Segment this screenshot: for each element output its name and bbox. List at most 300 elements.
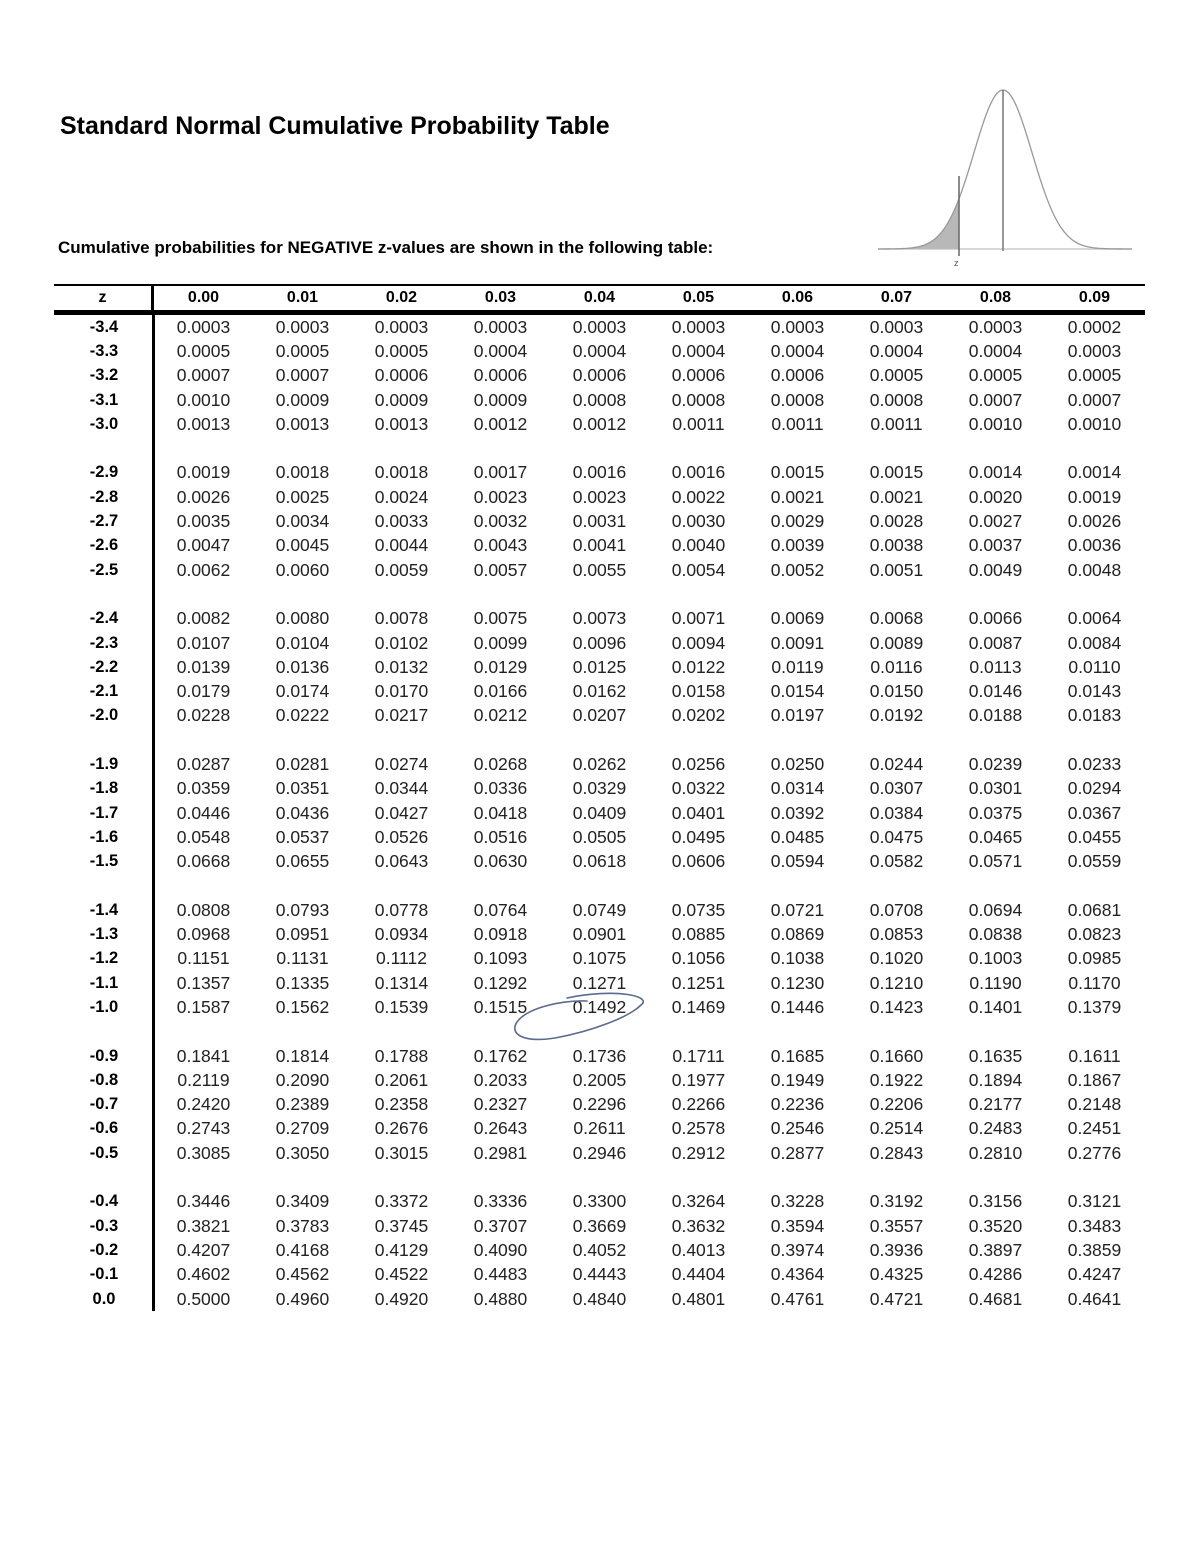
probability-cell: 0.0004 <box>869 340 924 361</box>
table-row <box>54 1214 1145 1238</box>
probability-cell: 0.2514 <box>869 1118 924 1139</box>
group-spacer <box>54 728 1145 752</box>
probability-cell: 0.0036 <box>1067 535 1122 556</box>
table-row <box>54 534 1145 558</box>
probability-cell: 0.0062 <box>176 559 231 580</box>
table-row <box>54 1093 1145 1117</box>
probability-cell: 0.2578 <box>671 1118 726 1139</box>
table-row <box>54 825 1145 849</box>
table-row <box>54 850 1145 874</box>
probability-cell: 0.0162 <box>572 681 627 702</box>
probability-cell: 0.0052 <box>770 559 825 580</box>
probability-cell: 0.0885 <box>671 924 726 945</box>
probability-cell: 0.2420 <box>176 1094 231 1115</box>
column-header: 0.02 <box>385 289 418 306</box>
probability-cell: 0.2119 <box>177 1069 230 1090</box>
probability-cell: 0.1660 <box>869 1045 924 1066</box>
table-row <box>54 922 1145 946</box>
table-row <box>54 655 1145 679</box>
probability-cell: 0.0495 <box>671 826 726 847</box>
probability-cell: 0.0367 <box>1067 802 1122 823</box>
probability-cell: 0.0392 <box>770 802 825 823</box>
probability-cell: 0.1210 <box>869 972 924 993</box>
probability-cell: 0.0139 <box>176 656 231 677</box>
probability-cell: 0.0021 <box>770 486 825 507</box>
probability-cell: 0.0968 <box>176 924 231 945</box>
z-value-cell: -1.6 <box>89 827 119 846</box>
probability-cell: 0.0007 <box>176 365 231 386</box>
probability-cell: 0.0008 <box>572 389 627 410</box>
probability-cell: 0.0071 <box>671 608 726 629</box>
probability-cell: 0.0060 <box>275 559 330 580</box>
probability-cell: 0.4325 <box>869 1264 924 1285</box>
z-value-cell: -0.5 <box>89 1143 119 1162</box>
probability-cell: 0.1562 <box>275 996 330 1017</box>
probability-cell: 0.0853 <box>869 924 924 945</box>
probability-cell: 0.0375 <box>968 802 1023 823</box>
probability-cell: 0.0571 <box>968 851 1023 872</box>
probability-cell: 0.0027 <box>968 511 1023 532</box>
z-table <box>54 284 1145 1311</box>
probability-cell: 0.0009 <box>374 389 429 410</box>
probability-cell: 0.3594 <box>770 1215 825 1236</box>
normal-curve <box>878 90 1132 249</box>
probability-cell: 0.0013 <box>275 413 330 434</box>
probability-cell: 0.0003 <box>176 316 231 337</box>
probability-cell: 0.1271 <box>572 972 627 993</box>
probability-cell: 0.0344 <box>374 778 429 799</box>
probability-cell: 0.0003 <box>770 316 825 337</box>
z-value-cell: -2.7 <box>89 512 119 531</box>
probability-cell: 0.0516 <box>473 826 528 847</box>
probability-cell: 0.0427 <box>374 802 429 823</box>
probability-cell: 0.2643 <box>473 1118 528 1139</box>
probability-cell: 0.1190 <box>969 972 1022 993</box>
probability-cell: 0.0314 <box>770 778 825 799</box>
probability-cell: 0.0158 <box>671 681 726 702</box>
probability-cell: 0.1075 <box>572 948 627 969</box>
table-row <box>54 679 1145 703</box>
probability-cell: 0.0951 <box>275 924 330 945</box>
probability-cell: 0.0668 <box>176 851 231 872</box>
probability-cell: 0.1357 <box>176 972 231 993</box>
table-row <box>54 364 1145 388</box>
probability-cell: 0.3336 <box>473 1191 528 1212</box>
probability-cell: 0.0294 <box>1067 778 1122 799</box>
probability-cell: 0.0004 <box>572 340 627 361</box>
probability-cell: 0.4880 <box>473 1288 528 1309</box>
probability-cell: 0.0005 <box>968 365 1023 386</box>
probability-cell: 0.0262 <box>572 753 627 774</box>
column-header: 0.00 <box>187 289 220 306</box>
z-value-cell: -1.9 <box>89 754 119 773</box>
probability-cell: 0.0016 <box>572 462 627 483</box>
z-value-cell: -2.8 <box>89 487 119 506</box>
probability-cell: 0.3264 <box>671 1191 726 1212</box>
probability-cell: 0.0004 <box>968 340 1023 361</box>
probability-cell: 0.4443 <box>572 1264 627 1285</box>
probability-cell: 0.0087 <box>968 632 1023 653</box>
probability-cell: 0.0154 <box>770 681 825 702</box>
probability-cell: 0.4013 <box>671 1239 726 1260</box>
probability-cell: 0.0004 <box>473 340 528 361</box>
table-row <box>54 1044 1145 1068</box>
probability-cell: 0.0005 <box>1067 365 1122 386</box>
probability-cell: 0.0110 <box>1068 656 1121 677</box>
probability-cell: 0.0035 <box>176 511 231 532</box>
probability-cell: 0.0102 <box>374 632 429 653</box>
probability-cell: 0.0073 <box>572 608 627 629</box>
probability-cell: 0.0384 <box>869 802 924 823</box>
probability-cell: 0.0019 <box>1067 486 1122 507</box>
probability-cell: 0.0006 <box>374 365 429 386</box>
probability-cell: 0.0048 <box>1067 559 1122 580</box>
probability-cell: 0.2033 <box>473 1069 528 1090</box>
probability-cell: 0.0526 <box>374 826 429 847</box>
probability-cell: 0.1170 <box>1068 972 1121 993</box>
column-header: 0.09 <box>1078 289 1111 306</box>
probability-cell: 0.1112 <box>376 948 427 969</box>
z-value-cell: -0.9 <box>89 1046 119 1065</box>
z-value-cell: 0.0 <box>92 1289 116 1308</box>
probability-cell: 0.0104 <box>275 632 330 653</box>
table-row <box>54 509 1145 533</box>
probability-cell: 0.0268 <box>473 753 528 774</box>
probability-cell: 0.3483 <box>1067 1215 1122 1236</box>
probability-cell: 0.4483 <box>473 1264 528 1285</box>
probability-cell: 0.2776 <box>1067 1142 1122 1163</box>
z-value-cell: -2.3 <box>89 633 119 652</box>
probability-cell: 0.1379 <box>1067 996 1122 1017</box>
probability-cell: 0.0003 <box>869 316 924 337</box>
probability-cell: 0.1977 <box>671 1069 726 1090</box>
table-row <box>54 971 1145 995</box>
probability-cell: 0.0013 <box>176 413 231 434</box>
column-header: 0.03 <box>484 289 517 306</box>
probability-cell: 0.0032 <box>473 511 528 532</box>
probability-cell: 0.0037 <box>968 535 1023 556</box>
probability-cell: 0.0075 <box>473 608 528 629</box>
probability-cell: 0.0192 <box>869 705 924 726</box>
table-header-row <box>54 284 1145 315</box>
z-value-cell: -3.1 <box>89 390 119 409</box>
probability-cell: 0.0336 <box>473 778 528 799</box>
group-spacer <box>54 1020 1145 1044</box>
probability-cell: 0.2327 <box>473 1094 528 1115</box>
probability-cell: 0.0007 <box>968 389 1023 410</box>
z-value-cell: -2.0 <box>89 706 119 725</box>
probability-cell: 0.4247 <box>1067 1264 1122 1285</box>
probability-cell: 0.0207 <box>572 705 627 726</box>
z-value-cell: -3.2 <box>89 366 119 385</box>
probability-cell: 0.1611 <box>1068 1045 1121 1066</box>
z-value-cell: -0.6 <box>89 1119 119 1138</box>
probability-cell: 0.1003 <box>968 948 1023 969</box>
probability-cell: 0.0250 <box>770 753 825 774</box>
z-value-cell: -0.1 <box>89 1265 119 1284</box>
probability-cell: 0.0023 <box>473 486 528 507</box>
z-value-cell: -1.2 <box>89 949 119 968</box>
probability-cell: 0.3936 <box>869 1239 924 1260</box>
z-value-cell: -1.4 <box>89 900 119 919</box>
probability-cell: 0.1469 <box>671 996 726 1017</box>
probability-cell: 0.3745 <box>374 1215 429 1236</box>
probability-cell: 0.0055 <box>572 559 627 580</box>
probability-cell: 0.1587 <box>176 996 231 1017</box>
probability-cell: 0.0329 <box>572 778 627 799</box>
table-row <box>54 485 1145 509</box>
probability-cell: 0.0655 <box>275 851 330 872</box>
probability-cell: 0.4681 <box>968 1288 1023 1309</box>
probability-cell: 0.4801 <box>671 1288 726 1309</box>
probability-cell: 0.0041 <box>572 535 627 556</box>
probability-cell: 0.2451 <box>1067 1118 1122 1139</box>
probability-cell: 0.0007 <box>275 365 330 386</box>
probability-cell: 0.0047 <box>176 535 231 556</box>
probability-cell: 0.3707 <box>473 1215 528 1236</box>
table-row <box>54 898 1145 922</box>
probability-cell: 0.3520 <box>968 1215 1023 1236</box>
probability-cell: 0.4920 <box>374 1288 429 1309</box>
probability-cell: 0.1292 <box>473 972 528 993</box>
probability-cell: 0.1515 <box>473 996 528 1017</box>
z-header: z <box>54 286 154 310</box>
probability-cell: 0.4761 <box>770 1288 825 1309</box>
probability-cell: 0.3372 <box>374 1191 429 1212</box>
probability-cell: 0.4168 <box>275 1239 330 1260</box>
probability-cell: 0.1635 <box>968 1045 1023 1066</box>
probability-cell: 0.0409 <box>572 802 627 823</box>
probability-cell: 0.4207 <box>176 1239 231 1260</box>
probability-cell: 0.1314 <box>374 972 429 993</box>
probability-cell: 0.0009 <box>473 389 528 410</box>
probability-cell: 0.0091 <box>770 632 825 653</box>
column-header: 0.06 <box>781 289 814 306</box>
probability-cell: 0.0764 <box>473 899 528 920</box>
probability-cell: 0.0548 <box>176 826 231 847</box>
group-spacer <box>54 436 1145 460</box>
page-title: Standard Normal Cumulative Probability Table <box>60 112 610 140</box>
probability-cell: 0.0003 <box>374 316 429 337</box>
probability-cell: 0.1788 <box>374 1045 429 1066</box>
table-row <box>54 631 1145 655</box>
column-header: 0.01 <box>286 289 319 306</box>
probability-cell: 0.4404 <box>671 1264 726 1285</box>
probability-cell: 0.3050 <box>275 1142 330 1163</box>
probability-cell: 0.4522 <box>374 1264 429 1285</box>
probability-cell: 0.4721 <box>869 1288 924 1309</box>
probability-cell: 0.0351 <box>275 778 330 799</box>
probability-cell: 0.0301 <box>968 778 1023 799</box>
probability-cell: 0.0045 <box>275 535 330 556</box>
probability-cell: 0.0197 <box>770 705 825 726</box>
probability-cell: 0.0059 <box>374 559 429 580</box>
probability-cell: 0.2296 <box>572 1094 627 1115</box>
probability-cell: 0.0188 <box>968 705 1023 726</box>
probability-cell: 0.0010 <box>176 389 231 410</box>
z-value-cell: -0.3 <box>89 1216 119 1235</box>
z-value-cell: -2.1 <box>89 682 119 701</box>
probability-cell: 0.2709 <box>275 1118 330 1139</box>
probability-cell: 0.0010 <box>968 413 1023 434</box>
probability-cell: 0.0094 <box>671 632 726 653</box>
probability-cell: 0.1251 <box>671 972 726 993</box>
probability-cell: 0.0030 <box>671 511 726 532</box>
z-value-cell: -1.3 <box>89 925 119 944</box>
z-value-cell: -2.6 <box>89 536 119 555</box>
probability-cell: 0.0009 <box>275 389 330 410</box>
group-spacer <box>54 582 1145 606</box>
probability-cell: 0.0708 <box>869 899 924 920</box>
probability-cell: 0.0057 <box>473 559 528 580</box>
table-row <box>54 995 1145 1019</box>
probability-cell: 0.0038 <box>869 535 924 556</box>
probability-cell: 0.0014 <box>1067 462 1122 483</box>
probability-cell: 0.1685 <box>770 1045 825 1066</box>
table-row <box>54 412 1145 436</box>
probability-cell: 0.0808 <box>176 899 231 920</box>
probability-cell: 0.0322 <box>671 778 726 799</box>
probability-cell: 0.2177 <box>968 1094 1023 1115</box>
probability-cell: 0.0559 <box>1067 851 1122 872</box>
probability-cell: 0.0034 <box>275 511 330 532</box>
probability-cell: 0.0008 <box>869 389 924 410</box>
z-value-cell: -2.9 <box>89 463 119 482</box>
probability-cell: 0.2743 <box>176 1118 231 1139</box>
probability-cell: 0.3015 <box>374 1142 429 1163</box>
probability-cell: 0.0436 <box>275 802 330 823</box>
probability-cell: 0.0011 <box>870 413 923 434</box>
probability-cell: 0.0019 <box>176 462 231 483</box>
probability-cell: 0.0008 <box>770 389 825 410</box>
z-axis-label: z <box>954 258 959 268</box>
probability-cell: 0.0281 <box>275 753 330 774</box>
probability-cell: 0.0166 <box>473 681 528 702</box>
probability-cell: 0.0005 <box>275 340 330 361</box>
probability-cell: 0.0594 <box>770 851 825 872</box>
probability-cell: 0.0401 <box>671 802 726 823</box>
table-row <box>54 607 1145 631</box>
probability-cell: 0.0582 <box>869 851 924 872</box>
probability-cell: 0.2611 <box>573 1118 626 1139</box>
table-row <box>54 704 1145 728</box>
probability-cell: 0.0170 <box>374 681 429 702</box>
probability-cell: 0.0016 <box>671 462 726 483</box>
probability-cell: 0.1056 <box>671 948 726 969</box>
probability-cell: 0.4286 <box>968 1264 1023 1285</box>
probability-cell: 0.0146 <box>968 681 1023 702</box>
probability-cell: 0.0014 <box>968 462 1023 483</box>
probability-cell: 0.0823 <box>1067 924 1122 945</box>
probability-cell: 0.0287 <box>176 753 231 774</box>
probability-cell: 0.3300 <box>572 1191 627 1212</box>
probability-cell: 0.3669 <box>572 1215 627 1236</box>
z-value-cell: -2.5 <box>89 560 119 579</box>
probability-cell: 0.0901 <box>572 924 627 945</box>
probability-cell: 0.0113 <box>969 656 1022 677</box>
probability-cell: 0.0793 <box>275 899 330 920</box>
probability-cell: 0.0307 <box>869 778 924 799</box>
table-row <box>54 1117 1145 1141</box>
probability-cell: 0.0003 <box>671 316 726 337</box>
probability-cell: 0.1446 <box>770 996 825 1017</box>
probability-cell: 0.0150 <box>869 681 924 702</box>
probability-cell: 0.4562 <box>275 1264 330 1285</box>
probability-cell: 0.0003 <box>275 316 330 337</box>
probability-cell: 0.0006 <box>770 365 825 386</box>
probability-cell: 0.0017 <box>473 462 528 483</box>
group-spacer <box>54 874 1145 898</box>
column-header: 0.07 <box>880 289 913 306</box>
z-value-cell: -3.3 <box>89 341 119 360</box>
probability-cell: 0.0274 <box>374 753 429 774</box>
normal-curve-figure <box>870 84 1135 269</box>
probability-cell: 0.0031 <box>572 511 627 532</box>
probability-cell: 0.0028 <box>869 511 924 532</box>
probability-cell: 0.1020 <box>869 948 924 969</box>
probability-cell: 0.0618 <box>572 851 627 872</box>
probability-cell: 0.3974 <box>770 1239 825 1260</box>
probability-cell: 0.0681 <box>1067 899 1122 920</box>
probability-cell: 0.0119 <box>771 656 824 677</box>
probability-cell: 0.0018 <box>374 462 429 483</box>
table-row <box>54 315 1145 339</box>
z-value-cell: -1.8 <box>89 779 119 798</box>
table-body <box>54 315 1145 1311</box>
probability-cell: 0.1335 <box>275 972 330 993</box>
probability-cell: 0.2676 <box>374 1118 429 1139</box>
probability-cell: 0.0010 <box>1067 413 1122 434</box>
probability-cell: 0.0011 <box>771 413 824 434</box>
probability-cell: 0.0005 <box>374 340 429 361</box>
probability-cell: 0.0012 <box>572 413 627 434</box>
probability-cell: 0.0228 <box>176 705 231 726</box>
table-row <box>54 1263 1145 1287</box>
probability-cell: 0.0051 <box>869 559 924 580</box>
probability-cell: 0.0006 <box>572 365 627 386</box>
probability-cell: 0.0116 <box>870 656 923 677</box>
probability-cell: 0.0018 <box>275 462 330 483</box>
probability-cell: 0.0934 <box>374 924 429 945</box>
table-row <box>54 1287 1145 1311</box>
probability-cell: 0.0003 <box>473 316 528 337</box>
probability-cell: 0.0044 <box>374 535 429 556</box>
probability-cell: 0.0039 <box>770 535 825 556</box>
probability-cell: 0.0202 <box>671 705 726 726</box>
probability-cell: 0.3632 <box>671 1215 726 1236</box>
probability-cell: 0.3783 <box>275 1215 330 1236</box>
probability-cell: 0.0233 <box>1067 753 1122 774</box>
probability-cell: 0.0869 <box>770 924 825 945</box>
probability-cell: 0.0080 <box>275 608 330 629</box>
probability-cell: 0.0505 <box>572 826 627 847</box>
probability-cell: 0.5000 <box>176 1288 231 1309</box>
probability-cell: 0.0069 <box>770 608 825 629</box>
z-value-cell: -3.4 <box>89 317 119 336</box>
probability-cell: 0.0222 <box>275 705 330 726</box>
probability-cell: 0.0066 <box>968 608 1023 629</box>
probability-cell: 0.0089 <box>869 632 924 653</box>
probability-cell: 0.0021 <box>869 486 924 507</box>
probability-cell: 0.0064 <box>1067 608 1122 629</box>
probability-cell: 0.1131 <box>276 948 329 969</box>
probability-cell: 0.0606 <box>671 851 726 872</box>
z-value-cell: -1.5 <box>89 852 119 871</box>
probability-cell: 0.0013 <box>374 413 429 434</box>
z-value-cell: -0.7 <box>89 1095 119 1114</box>
probability-cell: 0.0179 <box>176 681 231 702</box>
probability-cell: 0.2946 <box>572 1142 627 1163</box>
